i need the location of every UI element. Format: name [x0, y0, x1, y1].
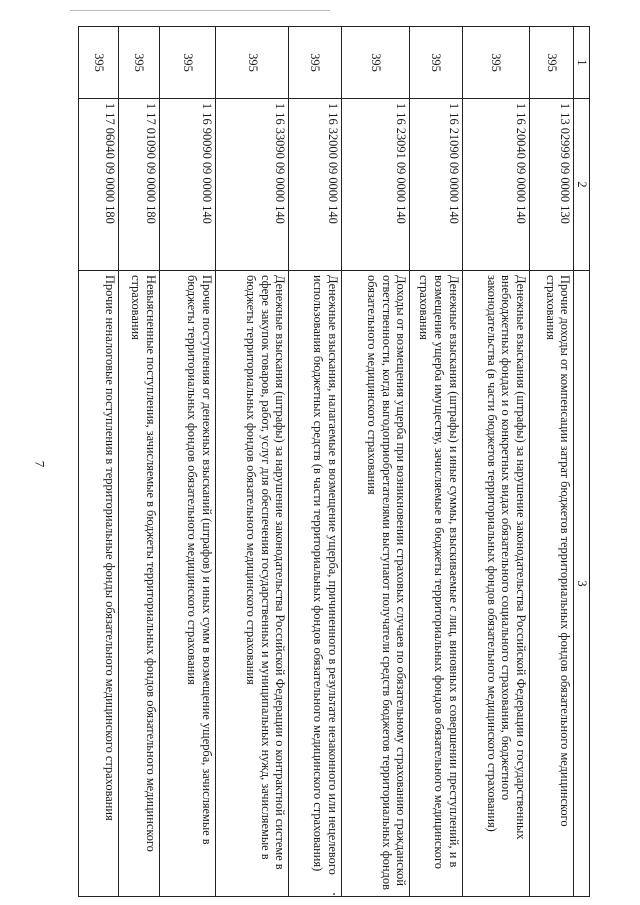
page-number: 7	[32, 460, 48, 468]
admin-code-cell: 395	[462, 27, 529, 99]
table-row	[341, 27, 409, 897]
column-header-1: 1	[574, 27, 590, 99]
admin-code-cell: 395	[119, 27, 159, 99]
admin-code-cell: 395	[159, 27, 215, 99]
income-code-cell: 1 16 33090 09 0000 140	[215, 99, 289, 271]
admin-code-cell: 395	[215, 27, 289, 99]
income-name-cell: Прочие неналоговые поступления в территориальные фонды обязательного медицинского страхования	[79, 271, 119, 897]
income-code-cell: 1 16 90090 09 0000 140	[159, 99, 215, 271]
income-name-cell: Денежные взыскания (штрафы) за нарушение законодательства Российской Федерации о государственных внебюджетных фондах и о конкретных видах обязательного социального страхования, бюджетного законодательства (в части бюджетов территориальных фондов обязательного медицинского страхования)	[462, 271, 529, 897]
scan-dot	[333, 893, 335, 895]
income-name-cell: Денежные взыскания (штрафы) и иные суммы, взыскиваемые с лиц, виновных в совершении преступлений, и в возмещение ущерба имуществу, зачисляемые в бюджеты территориальных фондов обязательного медицинского страхования	[410, 271, 462, 897]
admin-code-cell: 395	[530, 27, 574, 99]
income-name-cell: Доходы от возмещения ущерба при возникновении страховых случаев по обязательному страхованию гражданской ответственности, когда выгодоприобретателями выступают получатели средств бюджетов территориальных фондов обязательного медицинского страхования	[341, 271, 409, 897]
income-name-cell: Невыясненные поступления, зачисляемые в бюджеты территориальных фондов обязательного медицинского страхования	[119, 271, 159, 897]
admin-code-cell: 395	[341, 27, 409, 99]
table-row	[215, 27, 289, 897]
income-name-cell: Прочие доходы от компенсации затрат бюджетов территориальных фондов обязательного медицинского страхования	[530, 271, 574, 897]
income-codes-table	[78, 26, 590, 896]
table-row	[119, 27, 159, 897]
income-code-cell: 1 16 20040 09 0000 140	[462, 99, 529, 271]
income-code-cell: 1 16 32000 09 0000 140	[289, 99, 341, 271]
income-name-cell: Денежные взыскания (штрафы) за нарушение законодательства Российской Федерации о контрактной системе в сфере закупок товаров, работ, услуг для обеспечения государственных и муниципальных нужд, зачисляемые в бюджеты территориальных фондов обязательного медицинского страхования	[215, 271, 289, 897]
column-header-2: 2	[574, 99, 590, 271]
table-header-row	[574, 27, 590, 897]
table-row	[79, 27, 119, 897]
table-row	[530, 27, 574, 897]
top-rule	[70, 10, 330, 11]
income-name-cell: Прочие поступления от денежных взысканий (штрафов) и иных сумм в возмещение ущерба, зачисляемые в бюджеты территориальных фондов обязательного медицинского страхования	[159, 271, 215, 897]
income-code-cell: 1 17 01090 09 0000 180	[119, 99, 159, 271]
admin-code-cell: 395	[79, 27, 119, 99]
table-row	[289, 27, 341, 897]
income-name-cell: Денежные взыскания, налагаемые в возмещение ущерба, причиненного в результате незаконного или нецелевого использования бюджетных средств (в части территориальных фондов обязательного медицинского страхования)	[289, 271, 341, 897]
table-row	[462, 27, 529, 897]
income-code-cell: 1 17 06040 09 0000 180	[79, 99, 119, 271]
income-code-cell: 1 13 02999 09 0000 130	[530, 99, 574, 271]
income-code-cell: 1 16 23091 09 0000 140	[341, 99, 409, 271]
table-row	[410, 27, 462, 897]
income-code-cell: 1 16 21090 09 0000 140	[410, 99, 462, 271]
table-row	[159, 27, 215, 897]
admin-code-cell: 395	[410, 27, 462, 99]
column-header-3: 3	[574, 271, 590, 897]
admin-code-cell: 395	[289, 27, 341, 99]
